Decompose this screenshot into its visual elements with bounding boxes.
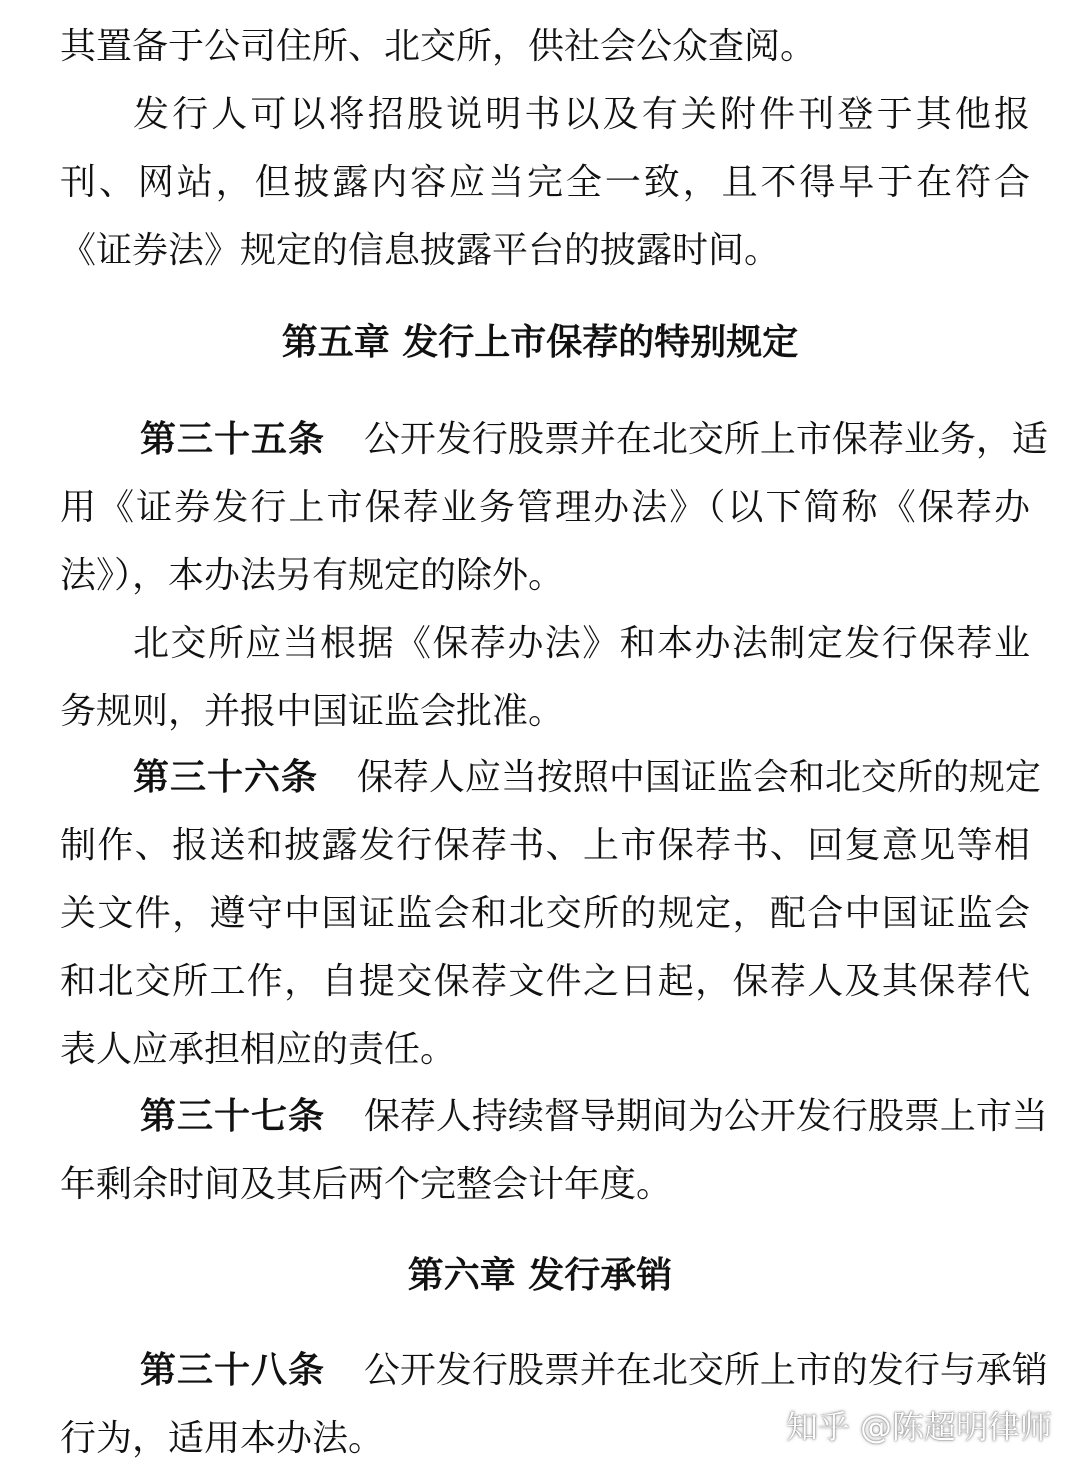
article-label: 第三十五条	[140, 419, 326, 460]
chapter-heading: 第六章 发行承销	[407, 1255, 673, 1296]
text-line: 法》），本办法另有规定的除外。	[60, 555, 565, 596]
article-line	[140, 1350, 1048, 1391]
text-line: 北交所应当根据《保荐办法》和本办法制定发行保荐业	[133, 623, 1030, 664]
article-label: 第三十七条	[140, 1096, 326, 1137]
zhihu-watermark: 知乎 @陈超明律师	[785, 1408, 1052, 1446]
text-line: 制作、报送和披露发行保荐书、上市保荐书、回复意见等相	[60, 825, 1030, 866]
chapter-heading: 第五章 发行上市保荐的特别规定	[281, 322, 799, 363]
text-line: 用《证券发行上市保荐业务管理办法》（以下简称《保荐办	[60, 487, 1030, 528]
article-label: 第三十六条	[133, 757, 319, 798]
text-line: 刊、网站，但披露内容应当完全一致，且不得早于在符合	[60, 162, 1030, 203]
text-line: 表人应承担相应的责任。	[60, 1029, 457, 1070]
text-line: 关文件，遵守中国证监会和北交所的规定，配合中国证监会	[60, 893, 1030, 934]
article-label: 第三十八条	[140, 1350, 326, 1391]
text-line: 行为，适用本办法。	[60, 1418, 385, 1459]
text-line: 发行人可以将招股说明书以及有关附件刊登于其他报	[133, 94, 1030, 135]
article-line	[133, 757, 1041, 798]
text-line: 其置备于公司住所、北交所，供社会公众查阅。	[60, 26, 817, 67]
article-text: 公开发行股票并在北交所上市保荐业务，适	[363, 419, 1048, 460]
article-text: 保荐人持续督导期间为公开发行股票上市当	[363, 1096, 1048, 1137]
article-text: 保荐人应当按照中国证监会和北交所的规定	[356, 757, 1041, 798]
article-line	[140, 1096, 1048, 1137]
article-line	[140, 419, 1048, 460]
text-line: 《证券法》规定的信息披露平台的披露时间。	[60, 230, 781, 271]
text-line: 务规则，并报中国证监会批准。	[60, 691, 565, 732]
text-line: 年剩余时间及其后两个完整会计年度。	[60, 1164, 673, 1205]
article-text: 公开发行股票并在北交所上市的发行与承销	[363, 1350, 1048, 1391]
text-line: 和北交所工作，自提交保荐文件之日起，保荐人及其保荐代	[60, 961, 1030, 1002]
